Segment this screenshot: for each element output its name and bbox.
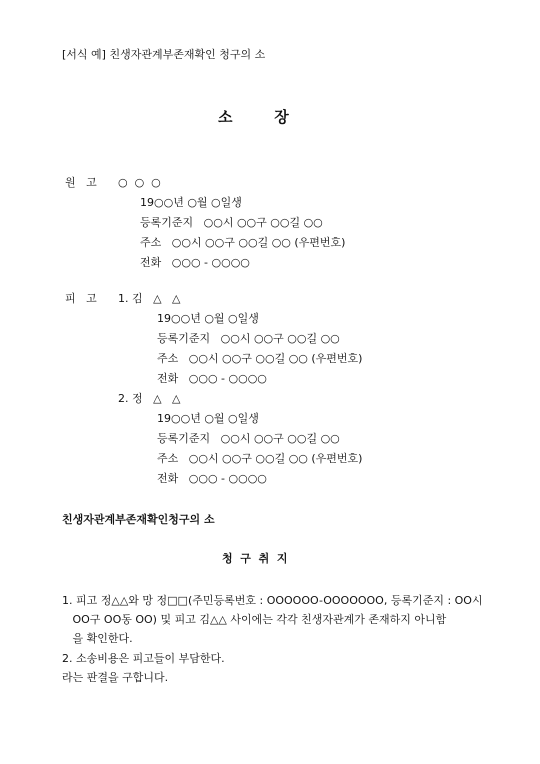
defendant-2-name: 2. 정 △ △ <box>118 392 181 405</box>
defendant-2-registry: 등록기준지 ○○시 ○○구 ○○길 ○○ <box>157 432 340 445</box>
claim-line-1: 1. 피고 정△△와 망 정□□(주민등록번호 : OOOOOO-OOOOOOO, 등록기준지 : OO시 <box>62 594 483 607</box>
defendant-2-phone: 전화 ○○○ - ○○○○ <box>157 472 267 485</box>
plaintiff-address: 주소 ○○시 ○○구 ○○길 ○○ (우편번호) <box>140 236 346 249</box>
claim-closing: 라는 판결을 구합니다. <box>62 671 169 684</box>
defendant-1-name: 1. 김 △ △ <box>118 292 181 305</box>
claims-heading: 청 구 취 지 <box>222 552 288 565</box>
form-header-label: [서식 예] 친생자관계부존재확인 청구의 소 <box>62 48 266 61</box>
plaintiff-registry: 등록기준지 ○○시 ○○구 ○○길 ○○ <box>140 216 323 229</box>
claim-line-4: 2. 소송비용은 피고들이 부담한다. <box>62 652 225 665</box>
plaintiff-birth: 19○○년 ○월 ○일생 <box>140 196 242 209</box>
case-name: 친생자관계부존재확인청구의 소 <box>62 513 215 526</box>
plaintiff-role-label: 원 고 <box>65 176 97 189</box>
claim-line-3: 을 확인한다. <box>62 632 133 645</box>
defendant-1-address: 주소 ○○시 ○○구 ○○길 ○○ (우편번호) <box>157 352 363 365</box>
defendant-2-address: 주소 ○○시 ○○구 ○○길 ○○ (우편번호) <box>157 452 363 465</box>
document-title: 소 장 <box>218 108 289 126</box>
defendant-1-phone: 전화 ○○○ - ○○○○ <box>157 372 267 385</box>
defendant-1-birth: 19○○년 ○월 ○일생 <box>157 312 259 325</box>
claim-line-2: OO구 OO동 OO) 및 피고 김△△ 사이에는 각각 친생자관계가 존재하지 아니함 <box>62 613 447 626</box>
defendant-role-label: 피 고 <box>65 292 97 305</box>
plaintiff-name: ○ ○ ○ <box>118 176 161 189</box>
plaintiff-phone: 전화 ○○○ - ○○○○ <box>140 256 250 269</box>
defendant-2-birth: 19○○년 ○월 ○일생 <box>157 412 259 425</box>
defendant-1-registry: 등록기준지 ○○시 ○○구 ○○길 ○○ <box>157 332 340 345</box>
